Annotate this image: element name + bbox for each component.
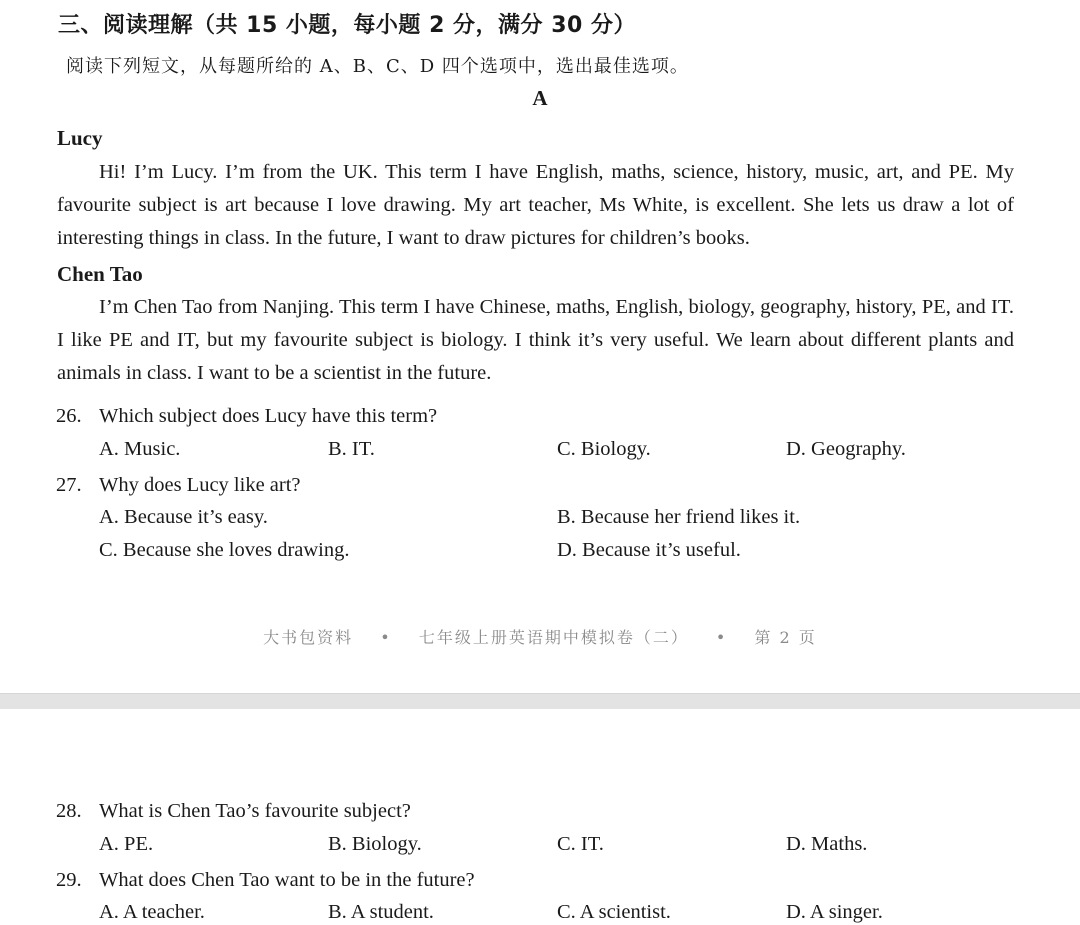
footer-source: 大书包资料: [263, 628, 354, 647]
option-a: A. Music.: [99, 438, 181, 460]
footer-separator: •: [715, 628, 728, 647]
option-a: A. PE.: [99, 833, 154, 855]
question-text: What does Chen Tao want to be in the future?: [99, 869, 475, 891]
question-number: 27.: [56, 474, 82, 496]
option-c: C. Biology.: [557, 438, 651, 460]
section-instructions: 阅读下列短文，从每题所给的 A、B、C、D 四个选项中，选出最佳选项。: [66, 56, 689, 77]
option-d: D. A singer.: [786, 901, 883, 923]
option-a: A. A teacher.: [99, 901, 205, 923]
footer-separator: •: [380, 628, 392, 647]
option-b: B. Biology.: [328, 833, 422, 855]
passage-paragraph-chen-tao: I’m Chen Tao from Nanjing. This term I have Chinese, maths, English, biology, geography, history, PE, and IT. I like PE and IT, but my favourite subject is biology. I think it’s very useful. We learn about different plants and animals in class. I want to be a scientist in the future.: [57, 296, 1014, 384]
option-d: D. Maths.: [786, 833, 868, 855]
passage-paragraph-lucy: Hi! I’m Lucy. I’m from the UK. This term I have English, maths, science, history, music, art, and PE. My favourite subject is art because I love drawing. My art teacher, Ms White, is excellent. She lets us draw a lot of interesting things in class. In the future, I want to draw pictures for children’s books.: [57, 161, 1014, 249]
question-text: Why does Lucy like art?: [99, 474, 301, 496]
page-divider: [0, 693, 1080, 710]
page-footer: [0, 625, 1080, 648]
footer-exam-title: 七年级上册英语期中模拟卷（二）: [418, 628, 689, 647]
speaker-name-chen-tao: Chen Tao: [57, 262, 143, 286]
speaker-name-lucy: Lucy: [57, 126, 103, 150]
page-3: [0, 709, 1080, 925]
option-b: B. IT.: [328, 438, 375, 460]
option-c: C. IT.: [557, 833, 604, 855]
section-title: 三、阅读理解（共 15 小题，每小题 2 分，满分 30 分）: [58, 13, 636, 38]
question-number: 28.: [56, 800, 82, 822]
option-d: D. Geography.: [786, 438, 906, 460]
option-a: A. Because it’s easy.: [99, 506, 268, 528]
option-c: C. A scientist.: [557, 901, 671, 923]
option-b: B. Because her friend likes it.: [557, 506, 801, 528]
option-c: C. Because she loves drawing.: [99, 539, 350, 561]
option-b: B. A student.: [328, 901, 434, 923]
question-number: 26.: [56, 405, 82, 427]
question-number: 29.: [56, 869, 82, 891]
footer-page-number: 第 2 页: [754, 628, 817, 647]
option-d: D. Because it’s useful.: [557, 539, 741, 561]
question-text: Which subject does Lucy have this term?: [99, 405, 438, 427]
question-text: What is Chen Tao’s favourite subject?: [99, 800, 411, 822]
passage-label: A: [532, 86, 548, 110]
